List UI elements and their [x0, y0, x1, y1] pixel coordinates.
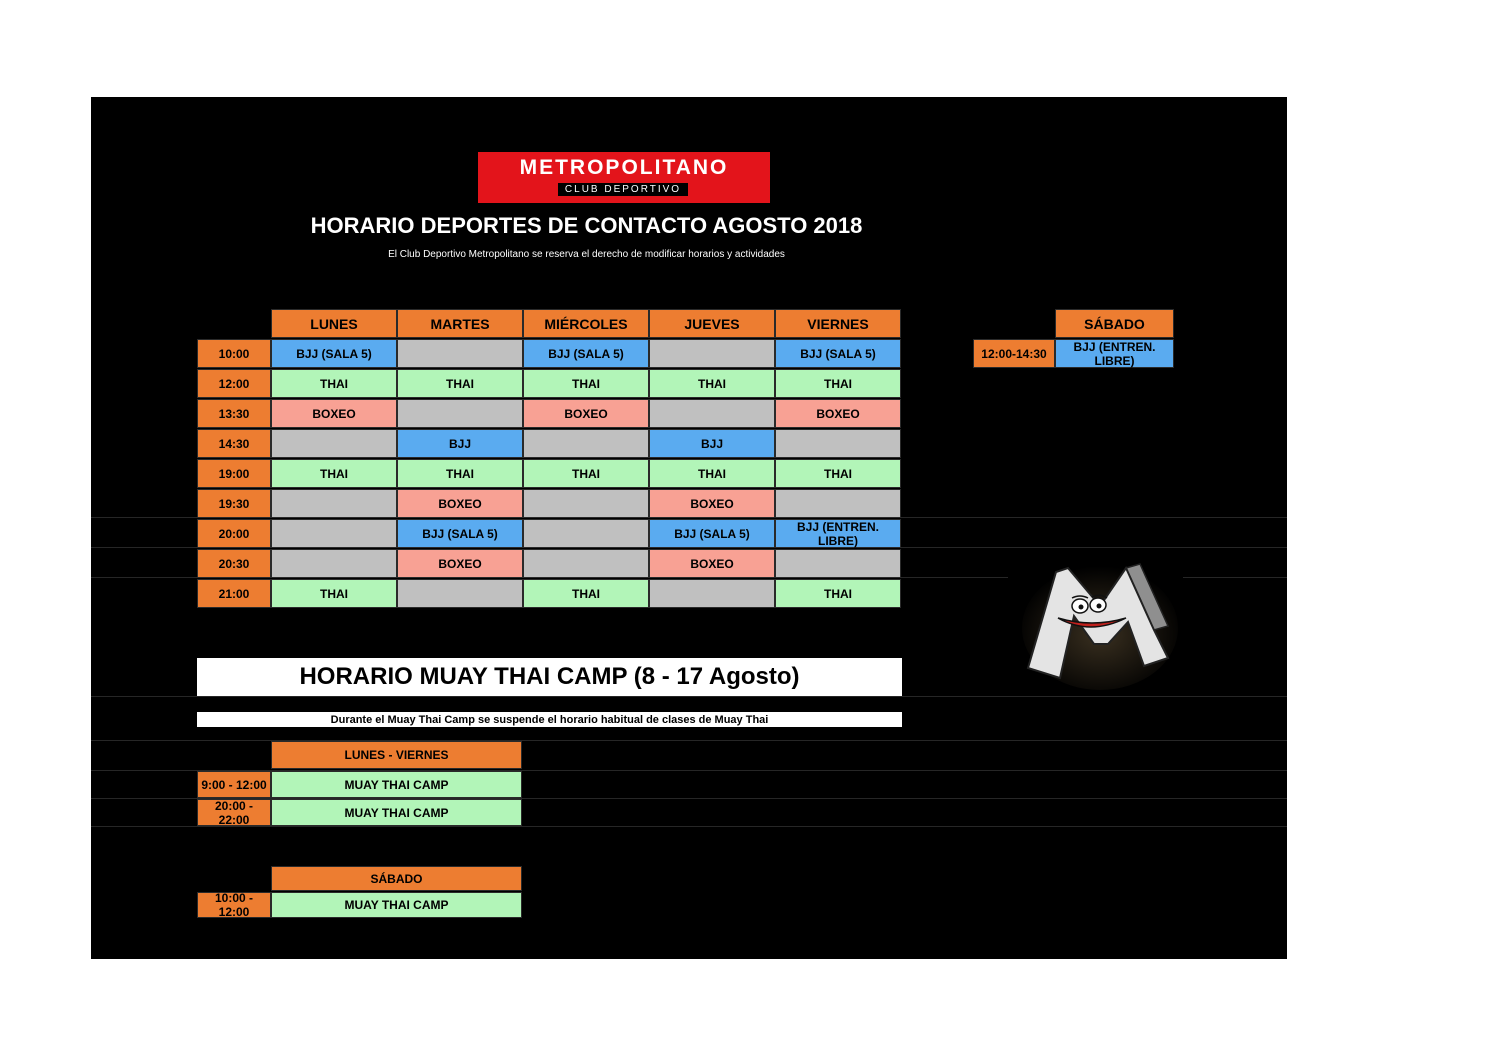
class-cell — [649, 399, 775, 428]
camp-weekday-header: LUNES - VIERNES — [271, 741, 522, 769]
class-cell: BJJ (SALA 5) — [271, 339, 397, 368]
time-cell: 14:30 — [197, 429, 271, 458]
class-cell: THAI — [271, 579, 397, 608]
class-cell: THAI — [775, 459, 901, 488]
class-cell: BOXEO — [397, 549, 523, 578]
class-cell — [397, 339, 523, 368]
class-cell: THAI — [397, 459, 523, 488]
class-cell: BJJ (SALA 5) — [775, 339, 901, 368]
class-cell: BJJ — [649, 429, 775, 458]
camp-note: Durante el Muay Thai Camp se suspende el horario habitual de clases de Muay Thai — [197, 712, 902, 727]
saturday-time-cell: 12:00-14:30 — [973, 339, 1055, 368]
class-cell: BJJ (ENTREN. LIBRE) — [775, 519, 901, 548]
class-cell: BOXEO — [271, 399, 397, 428]
class-cell — [397, 399, 523, 428]
class-cell — [649, 579, 775, 608]
day-header-2: MARTES — [397, 309, 523, 338]
class-cell: BJJ (SALA 5) — [397, 519, 523, 548]
class-cell: BOXEO — [523, 399, 649, 428]
time-cell: 12:00 — [197, 369, 271, 398]
class-cell — [523, 489, 649, 518]
class-cell — [397, 579, 523, 608]
class-cell: THAI — [397, 369, 523, 398]
camp-class-cell: MUAY THAI CAMP — [271, 799, 522, 826]
club-logo — [478, 152, 770, 203]
class-cell: THAI — [775, 369, 901, 398]
logo-subtitle: CLUB DEPORTIVO — [558, 183, 688, 196]
class-cell: BJJ (SALA 5) — [523, 339, 649, 368]
class-cell: THAI — [775, 579, 901, 608]
class-cell — [523, 429, 649, 458]
page-subtitle: El Club Deportivo Metropolitano se reserva el derecho de modificar horarios y actividades — [388, 249, 785, 260]
mascot-icon — [1008, 548, 1183, 696]
class-cell — [271, 549, 397, 578]
class-cell: BJJ — [397, 429, 523, 458]
class-cell: THAI — [271, 369, 397, 398]
class-cell — [775, 429, 901, 458]
page-title: HORARIO DEPORTES DE CONTACTO AGOSTO 2018 — [310, 213, 863, 238]
camp-title: HORARIO MUAY THAI CAMP (8 - 17 Agosto) — [197, 658, 902, 696]
time-cell: 20:00 — [197, 519, 271, 548]
class-cell — [271, 429, 397, 458]
day-header-5: VIERNES — [775, 309, 901, 338]
camp-class-cell: MUAY THAI CAMP — [271, 771, 522, 798]
time-cell: 19:30 — [197, 489, 271, 518]
class-cell: BOXEO — [397, 489, 523, 518]
logo-wordmark: METROPOLITANO — [519, 156, 729, 179]
time-cell: 21:00 — [197, 579, 271, 608]
time-cell: 20:30 — [197, 549, 271, 578]
camp-saturday-time-cell: 10:00 - 12:00 — [197, 892, 271, 918]
class-cell — [271, 489, 397, 518]
class-cell — [523, 549, 649, 578]
class-cell — [523, 519, 649, 548]
grid-line — [91, 826, 1287, 827]
time-cell: 13:30 — [197, 399, 271, 428]
class-cell — [271, 519, 397, 548]
time-cell: 19:00 — [197, 459, 271, 488]
class-cell: THAI — [523, 369, 649, 398]
camp-saturday-class-cell: MUAY THAI CAMP — [271, 892, 522, 918]
class-cell — [775, 549, 901, 578]
class-cell: THAI — [523, 579, 649, 608]
class-cell: THAI — [271, 459, 397, 488]
grid-line — [91, 696, 1287, 697]
class-cell: THAI — [523, 459, 649, 488]
day-header-3: MIÉRCOLES — [523, 309, 649, 338]
class-cell: BOXEO — [775, 399, 901, 428]
day-header-4: JUEVES — [649, 309, 775, 338]
class-cell: THAI — [649, 369, 775, 398]
class-cell: THAI — [649, 459, 775, 488]
saturday-header: SÁBADO — [1055, 309, 1174, 338]
saturday-class-cell: BJJ (ENTREN. LIBRE) — [1055, 339, 1174, 368]
camp-saturday-header: SÁBADO — [271, 866, 522, 891]
class-cell — [649, 339, 775, 368]
class-cell: BOXEO — [649, 549, 775, 578]
class-cell — [775, 489, 901, 518]
class-cell: BOXEO — [649, 489, 775, 518]
class-cell: BJJ (SALA 5) — [649, 519, 775, 548]
day-header-1: LUNES — [271, 309, 397, 338]
camp-time-cell: 20:00 - 22:00 — [197, 799, 271, 826]
camp-time-cell: 9:00 - 12:00 — [197, 771, 271, 798]
time-cell: 10:00 — [197, 339, 271, 368]
